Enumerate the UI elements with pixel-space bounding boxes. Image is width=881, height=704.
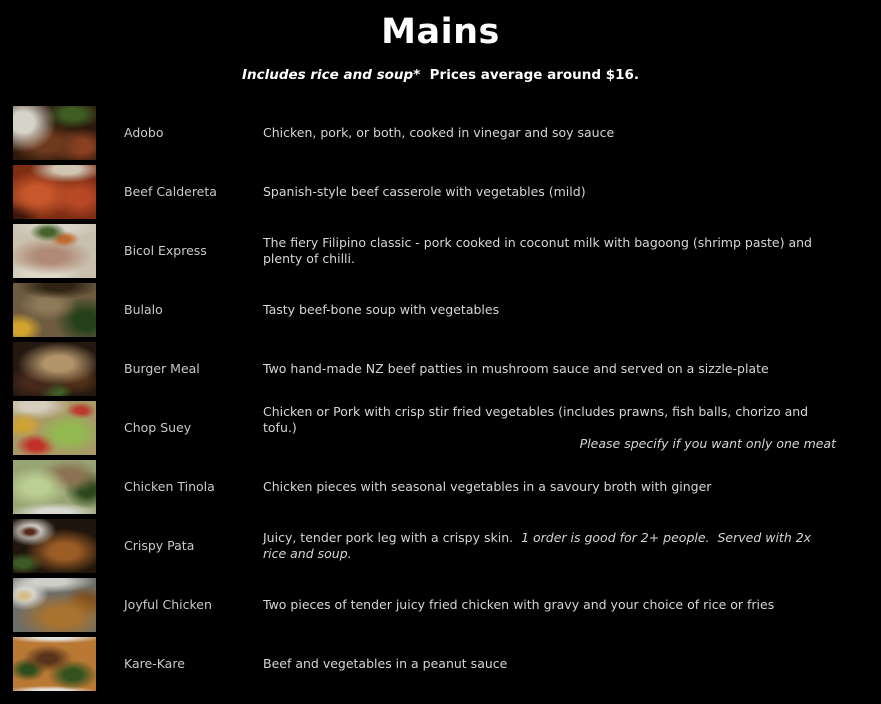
page-subtitle xyxy=(0,67,881,83)
dish-description xyxy=(263,530,836,562)
page-title: Mains xyxy=(381,12,500,52)
dish-description xyxy=(263,479,836,495)
menu-row xyxy=(0,106,881,160)
dish-description-block xyxy=(263,361,836,377)
dish-description xyxy=(263,597,836,613)
dish-description-block xyxy=(263,184,836,200)
subtitle-price-note: Prices average around $16. xyxy=(420,67,640,83)
dish-description-block xyxy=(263,656,836,672)
burger-meal-photo xyxy=(13,342,96,396)
dish-description-block xyxy=(263,235,836,267)
dish-description-text: Juicy, tender pork leg with a crispy skin. xyxy=(263,530,522,545)
menu-row xyxy=(0,283,881,337)
bulalo-photo xyxy=(13,283,96,337)
dish-description-text: Chicken or Pork with crisp stir fried vegetables (includes prawns, fish balls, chorizo and tofu.) xyxy=(263,404,813,435)
menu-row xyxy=(0,519,881,573)
dish-description xyxy=(263,302,836,318)
dish-description-text: Chicken, pork, or both, cooked in vinegar and soy sauce xyxy=(263,125,615,140)
menu-row xyxy=(0,224,881,278)
dish-description-block xyxy=(263,125,836,141)
dish-name: Burger Meal xyxy=(124,361,200,376)
joyful-chicken-photo xyxy=(13,578,96,632)
dish-description-text: Tasty beef-bone soup with vegetables xyxy=(263,302,500,317)
dish-description-text: Two hand-made NZ beef patties in mushroom sauce and served on a sizzle-plate xyxy=(263,361,769,376)
dish-description-text: The fiery Filipino classic - pork cooked in coconut milk with bagoong (shrimp paste) and plenty of chilli. xyxy=(263,235,816,266)
dish-name: Kare-Kare xyxy=(124,656,185,671)
kare-kare-photo xyxy=(13,637,96,691)
subtitle-includes-note: Includes rice and soup* xyxy=(241,67,421,83)
menu-row xyxy=(0,401,881,455)
dish-note: Please specify if you want only one meat xyxy=(579,436,836,451)
menu-row xyxy=(0,637,881,691)
menu-row xyxy=(0,165,881,219)
dish-name: Crispy Pata xyxy=(124,538,195,553)
dish-description xyxy=(263,184,836,200)
dish-description xyxy=(263,235,836,267)
chicken-tinola-photo xyxy=(13,460,96,514)
dish-description xyxy=(263,361,836,377)
menu-page xyxy=(0,12,881,704)
menu-row xyxy=(0,578,881,632)
dish-name: Bulalo xyxy=(124,302,163,317)
menu-row xyxy=(0,460,881,514)
menu-list xyxy=(0,106,881,691)
bicol-express-photo xyxy=(13,224,96,278)
dish-description-text: Chicken pieces with seasonal vegetables in a savoury broth with ginger xyxy=(263,479,712,494)
dish-description-text: Spanish-style beef casserole with vegetables (mild) xyxy=(263,184,586,199)
chop-suey-photo xyxy=(13,401,96,455)
dish-description-block xyxy=(263,479,836,495)
dish-name: Chicken Tinola xyxy=(124,479,215,494)
dish-description-italic-text: 1 order is good for 2+ people. Served with 2x rice and soup. xyxy=(263,530,816,561)
dish-description-block xyxy=(263,404,836,452)
dish-description-block xyxy=(263,530,836,562)
dish-description-block xyxy=(263,302,836,318)
crispy-pata-photo xyxy=(13,519,96,573)
dish-description-block xyxy=(263,597,836,613)
adobo-photo xyxy=(13,106,96,160)
dish-name: Bicol Express xyxy=(124,243,207,258)
menu-row xyxy=(0,342,881,396)
dish-description xyxy=(263,404,836,436)
dish-description-text: Two pieces of tender juicy fried chicken with gravy and your choice of rice or fries xyxy=(263,597,775,612)
dish-name: Adobo xyxy=(124,125,164,140)
dish-name: Beef Caldereta xyxy=(124,184,217,199)
dish-description xyxy=(263,125,836,141)
dish-name: Joyful Chicken xyxy=(124,597,212,612)
dish-name: Chop Suey xyxy=(124,420,192,435)
beef-caldereta-photo xyxy=(13,165,96,219)
dish-description-text: Beef and vegetables in a peanut sauce xyxy=(263,656,508,671)
dish-description xyxy=(263,656,836,672)
